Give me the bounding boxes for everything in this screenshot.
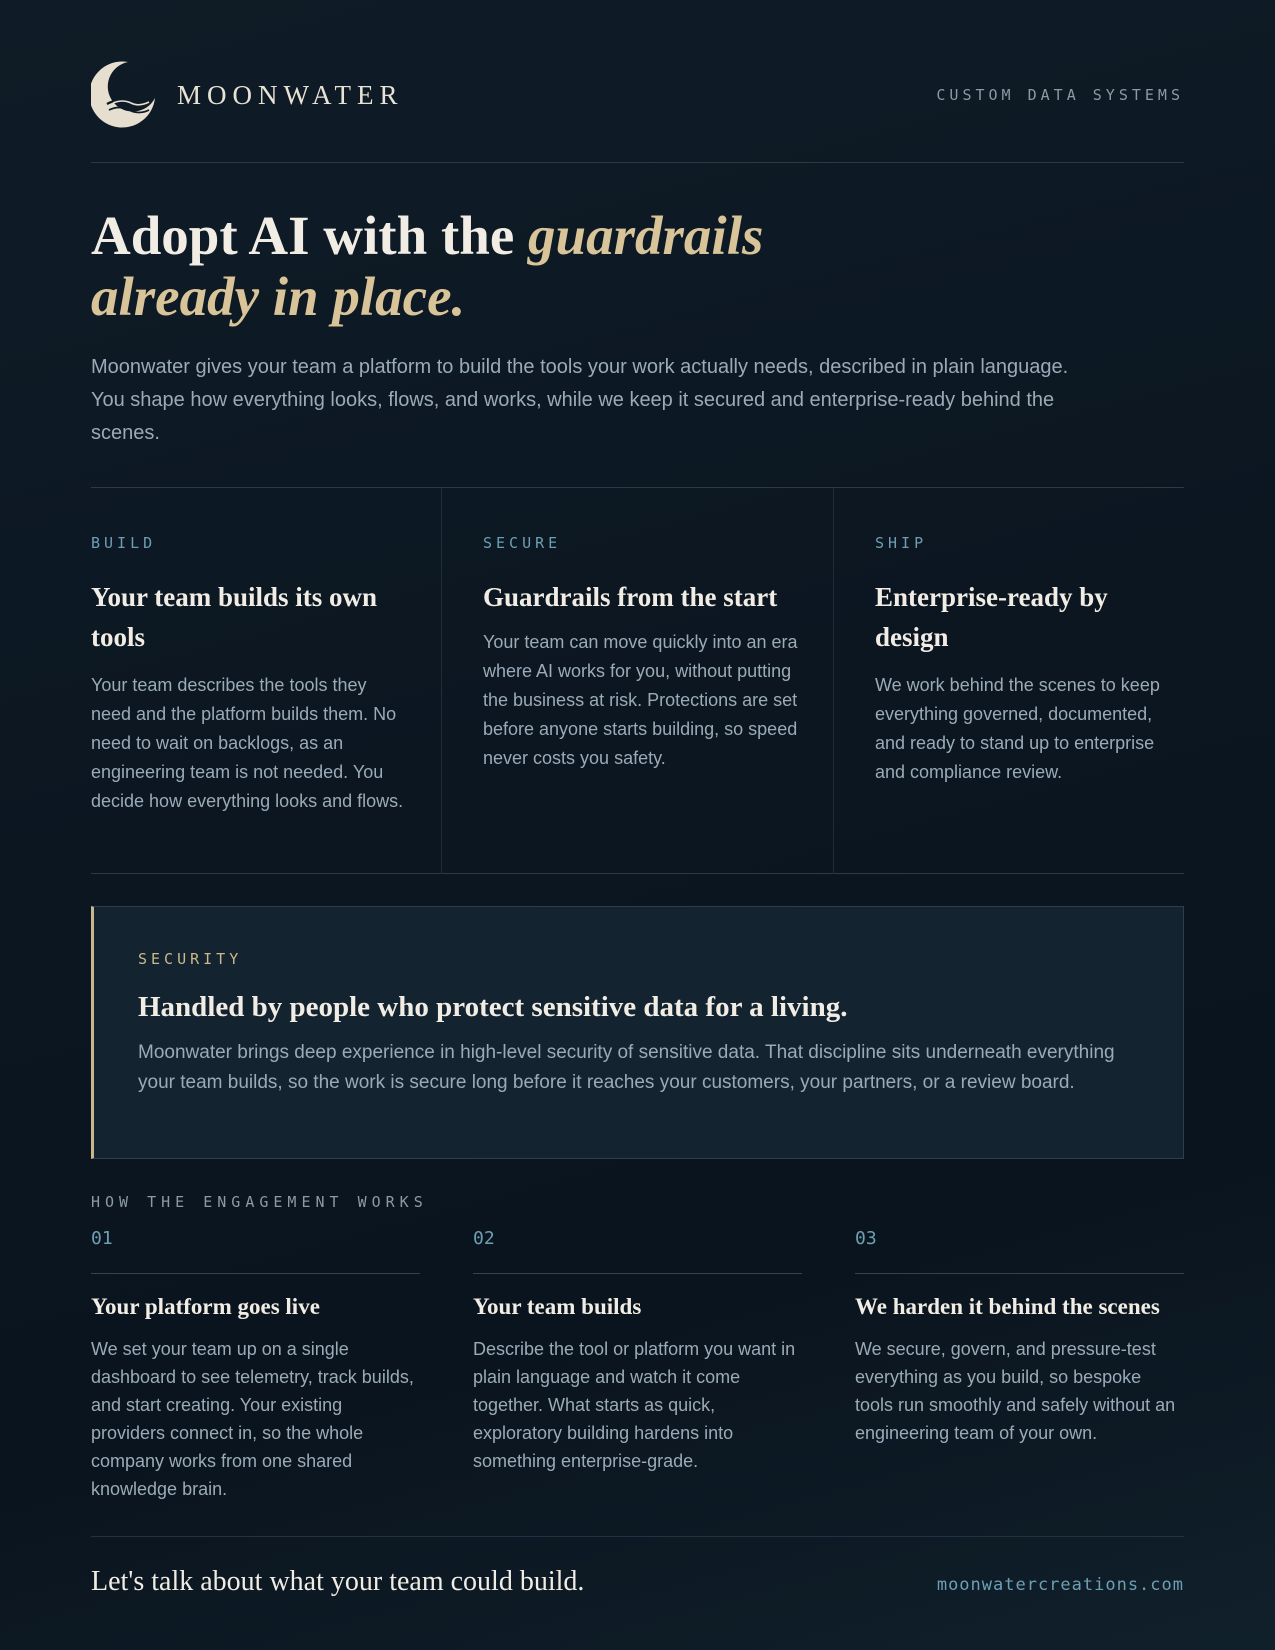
website-link[interactable]: moonwatercreations.com xyxy=(936,1575,1184,1595)
step-divider xyxy=(473,1273,802,1274)
pillar-ship xyxy=(833,488,1184,874)
footer-divider xyxy=(91,1536,1184,1537)
header-divider xyxy=(91,162,1184,163)
hero-description: Moonwater gives your team a platform to build the tools your work actually needs, described in plain language. You shape how everything looks, flows, and works, while we keep it secured and enterprise-ready behind the scenes. xyxy=(91,356,1069,444)
header xyxy=(91,60,1184,130)
pillar-kicker: SHIP xyxy=(875,534,928,552)
callout-body: Moonwater brings deep experience in high-level security of sensitive data. That discipline sits underneath everything your team builds, so the work is secure long before it reaches your customers, your partners, or a review board. xyxy=(138,1042,1115,1093)
one-pager xyxy=(91,0,1184,1650)
hero-title xyxy=(91,205,991,327)
pillar-body: We work behind the scenes to keep everything governed, documented, and ready to stand up to enterprise and compliance review. xyxy=(875,675,1160,782)
pillar-title: Your team builds its own tools xyxy=(91,582,378,652)
pillar-build xyxy=(91,488,441,874)
pillar-body: Your team can move quickly into an era where AI works for you, without putting the business at risk. Protections are set before anyone starts building, so speed never costs you safety. xyxy=(483,632,798,768)
hero-title-accent-line-2: already in place. xyxy=(91,266,466,327)
step-divider xyxy=(91,1273,420,1274)
step-body: We set your team up on a single dashboard to see telemetry, track builds, and start creating. Your existing providers connect in, so the whole company works from one shared knowledge brain. xyxy=(91,1339,414,1499)
security-callout xyxy=(91,906,1184,1159)
engagement-kicker: HOW THE ENGAGEMENT WORKS xyxy=(91,1193,428,1211)
brand-name: MOONWATER xyxy=(177,80,404,110)
crescent-moon-water-icon xyxy=(91,60,157,128)
callout-kicker: SECURITY xyxy=(138,950,243,968)
step-title: We harden it behind the scenes xyxy=(855,1294,1160,1319)
step-title: Your platform goes live xyxy=(91,1294,320,1319)
callout-title: Handled by people who protect sensitive data for a living. xyxy=(138,991,848,1023)
hero-title-plain: Adopt AI with the xyxy=(91,205,529,266)
step-body: We secure, govern, and pressure-test everything as you build, so bespoke tools run smoothly and safely without an engineering team of your own. xyxy=(855,1339,1176,1443)
pillar-body: Your team describes the tools they need and the platform builds them. No need to wait on backlogs, as an engineering team is not needed. You decide how everything looks and flows. xyxy=(91,675,404,811)
step-divider xyxy=(855,1273,1184,1274)
pillar-title: Enterprise-ready by design xyxy=(875,582,1108,652)
step-body: Describe the tool or platform you want in plain language and watch it come together. What starts as quick, exploratory building hardens into something enterprise-grade. xyxy=(473,1339,796,1471)
hero-title-accent: guardrails xyxy=(528,205,764,266)
pillar-secure xyxy=(441,488,833,874)
brand-tagline: CUSTOM DATA SYSTEMS xyxy=(936,86,1184,104)
step-number: 03 xyxy=(855,1228,877,1249)
pillars-section xyxy=(91,487,1184,874)
step-number: 01 xyxy=(91,1228,113,1249)
pillar-kicker: SECURE xyxy=(483,534,562,552)
footer-cta: Let's talk about what your team could build. xyxy=(91,1566,585,1597)
step-title: Your team builds xyxy=(473,1294,642,1319)
pillar-kicker: BUILD xyxy=(91,534,157,552)
step-number: 02 xyxy=(473,1228,495,1249)
pillar-title: Guardrails from the start xyxy=(483,582,778,612)
